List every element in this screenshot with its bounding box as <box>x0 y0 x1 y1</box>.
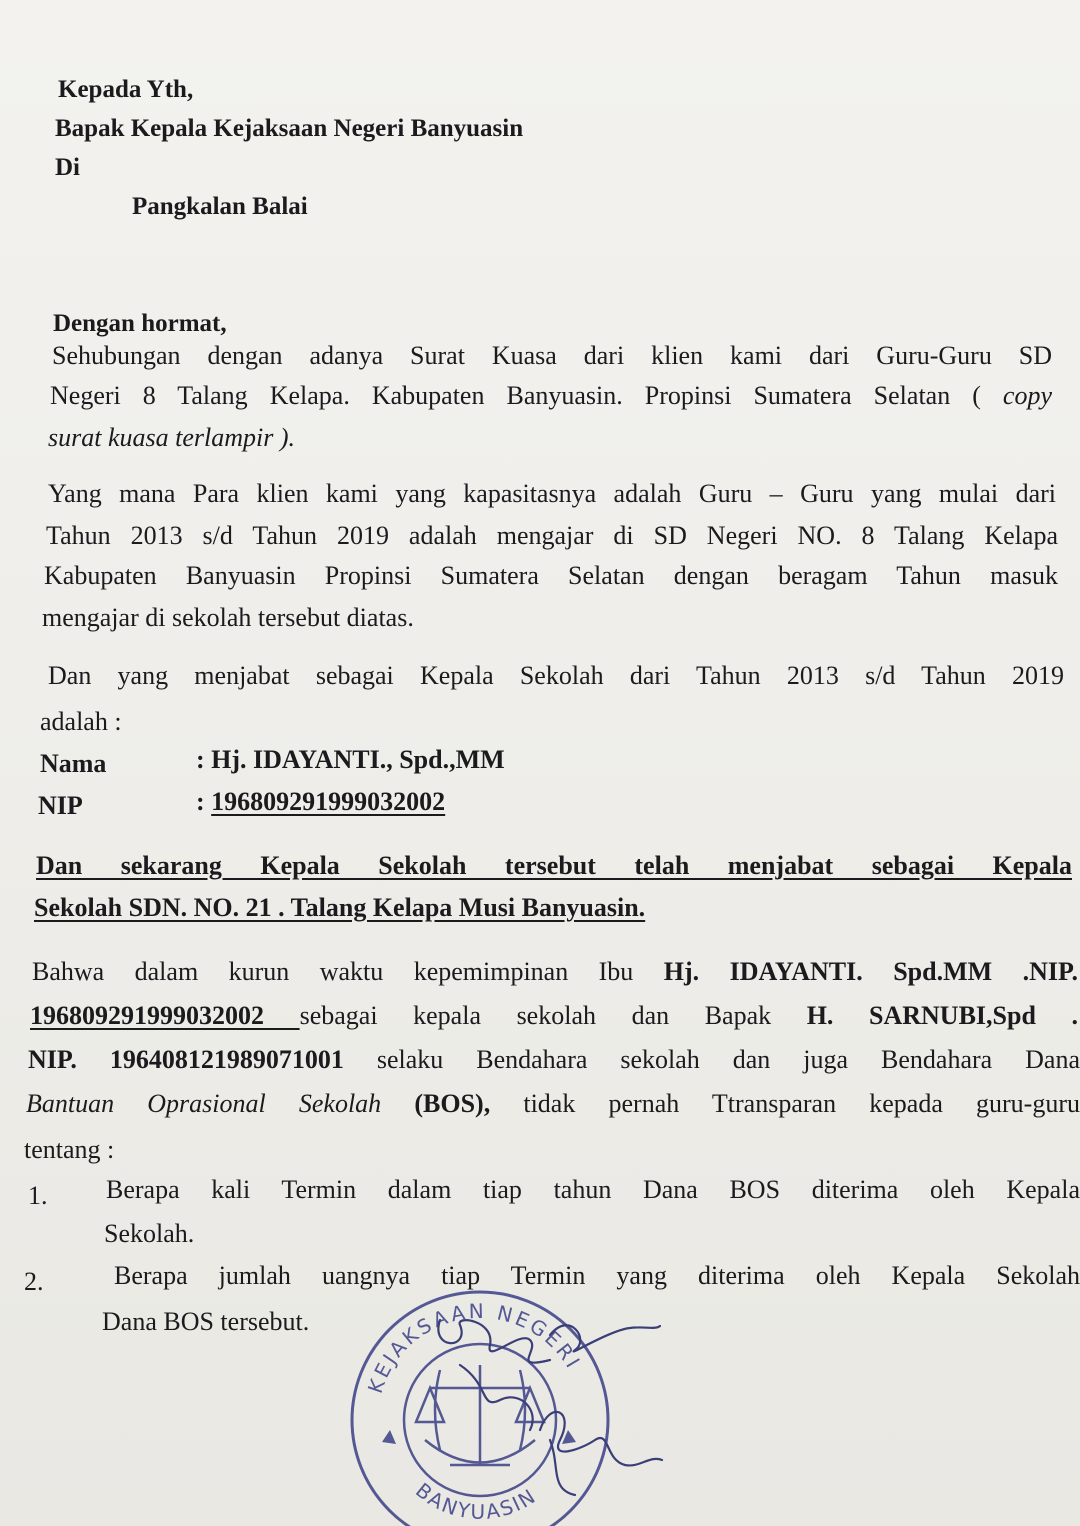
paragraph-clients-line3: Kabupaten Banyuasin Propinsi Sumatera Selatan dengan beragam Tahun masuk <box>44 561 1058 590</box>
list-item-1-line2: Sekolah. <box>104 1219 195 1248</box>
paragraph-intro-line1: Sehubungan dengan adanya Surat Kuasa dari klien kami dari Guru-Guru SD <box>52 341 1052 370</box>
paragraph-current-position-line2: Sekolah SDN. NO. 21 . Talang Kelapa Musi Banyuasin. <box>34 893 646 922</box>
list-item-2-line1: Berapa jumlah uangnya tiap Termin yang diterima oleh Kepala Sekolah <box>114 1261 1080 1290</box>
nip-row: : 196809291999032002 <box>196 787 446 816</box>
recipient-name: Bapak Kepala Kejaksaan Negeri Banyuasin <box>55 115 524 142</box>
stamp-bottom-text: BANYUASIN <box>411 1477 541 1524</box>
name-value: : Hj. IDAYANTI., Spd.,MM <box>196 745 505 774</box>
list-item-1-line1: Berapa kali Termin dalam tiap tahun Dana BOS diterima oleh Kepala <box>106 1175 1080 1204</box>
paragraph-complaint-line4: Bantuan Oprasional Sekolah (BOS), tidak pernah Ttransparan kepada guru-guru <box>26 1089 1080 1118</box>
paragraph-headmaster-line2: adalah : <box>40 707 122 736</box>
paragraph-complaint-line2: 196809291999032002 sebagai kepala sekolah dan Bapak H. SARNUBI,Spd . <box>30 1001 1078 1030</box>
paragraph-complaint-line1: Bahwa dalam kurun waktu kepemimpinan Ibu Hj. IDAYANTI. Spd.MM .NIP. <box>32 957 1078 986</box>
paragraph-complaint-line3: NIP. 196408121989071001 selaku Bendahara sekolah dan juga Bendahara Dana <box>28 1045 1080 1074</box>
paragraph-intro-line2: Negeri 8 Talang Kelapa. Kabupaten Banyuasin. Propinsi Sumatera Selatan ( copy <box>50 381 1052 410</box>
paragraph-complaint-line5: tentang : <box>24 1135 115 1164</box>
recipient-location: Pangkalan Balai <box>132 193 308 220</box>
paragraph-clients-line4: mengajar di sekolah tersebut diatas. <box>42 603 414 632</box>
paragraph-current-position-line1: Dan sekarang Kepala Sekolah tersebut telah menjabat sebagai Kepala <box>36 851 1072 880</box>
paragraph-clients-line2: Tahun 2013 s/d Tahun 2019 adalah mengajar di SD Negeri NO. 8 Talang Kelapa <box>46 521 1058 550</box>
paragraph-intro-line3: surat kuasa terlampir ). <box>48 423 295 452</box>
paragraph-clients-line1: Yang mana Para klien kami yang kapasitasnya adalah Guru – Guru yang mulai dari <box>48 479 1056 508</box>
signature-icon <box>400 1290 680 1526</box>
salutation: Dengan hormat, <box>53 310 227 337</box>
recipient-greeting: Kepada Yth, <box>58 76 194 103</box>
list-item-1-number: 1. <box>28 1181 48 1210</box>
name-label: Nama <box>40 749 107 778</box>
list-item-2-number: 2. <box>24 1267 44 1296</box>
paragraph-headmaster-line1: Dan yang menjabat sebagai Kepala Sekolah dari Tahun 2013 s/d Tahun 2019 <box>48 661 1064 690</box>
nip-label: NIP <box>38 791 83 820</box>
nip-value: 196809291999032002 <box>211 787 446 816</box>
recipient-di: Di <box>55 154 80 181</box>
list-item-2-line2: Dana BOS tersebut. <box>102 1307 310 1336</box>
stamp-top-text: KEJAKSAAN NEGERI <box>362 1298 587 1397</box>
